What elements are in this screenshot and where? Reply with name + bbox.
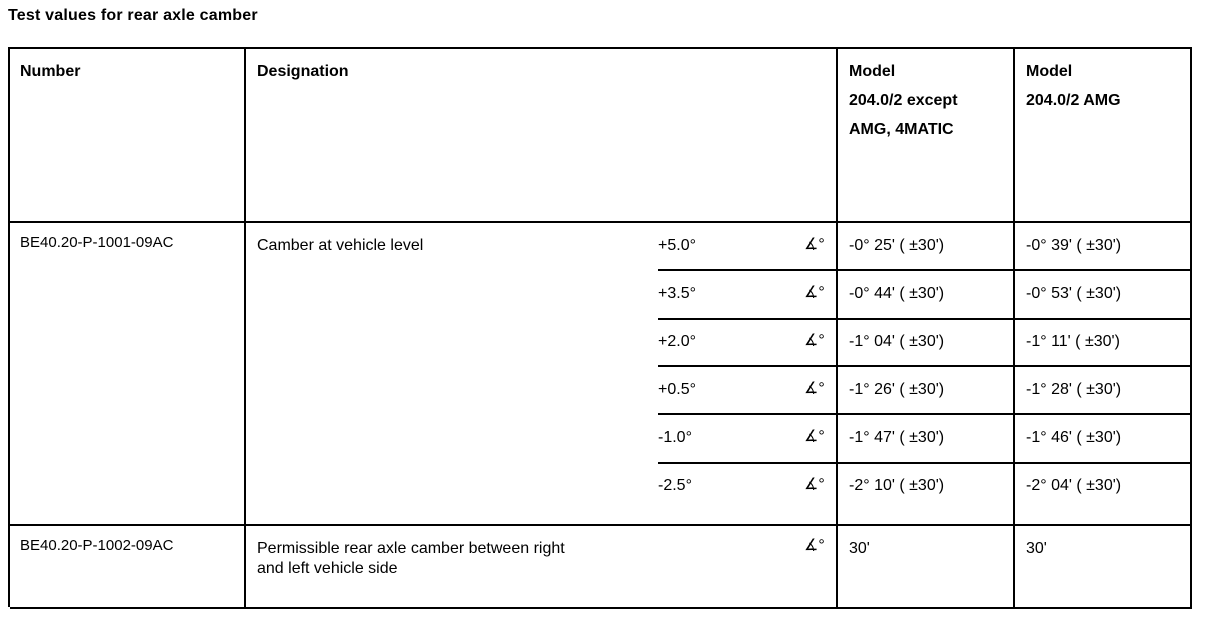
vehicle-level: +5.0° — [658, 237, 696, 254]
model2-value: -0° 39' ( ±30') — [1026, 237, 1122, 254]
model1-value: -1° 04' ( ±30') — [849, 333, 945, 350]
angle-icon: ∡° — [804, 236, 825, 253]
vehicle-level: +0.5° — [658, 381, 696, 398]
model1-value: -0° 25' ( ±30') — [849, 237, 945, 254]
header-model-2: Model 204.0/2 AMG — [1026, 63, 1121, 109]
subrow-divider — [658, 413, 1192, 415]
subrow-divider — [658, 365, 1192, 367]
row-number: BE40.20-P-1002-09AC — [20, 537, 174, 554]
model1-value: -0° 44' ( ±30') — [849, 285, 945, 302]
angle-icon: ∡° — [804, 284, 825, 301]
camber-table — [8, 47, 1192, 607]
angle-icon: ∡° — [804, 476, 825, 493]
page-title: Test values for rear axle camber — [8, 7, 258, 24]
header-divider — [10, 221, 1192, 223]
row-designation: Camber at vehicle level — [257, 237, 424, 254]
table-bottom-border — [10, 607, 1192, 609]
model1-value: -1° 47' ( ±30') — [849, 429, 945, 446]
header-designation: Designation — [257, 63, 349, 80]
subrow-divider — [658, 318, 1192, 320]
model2-value: -1° 11' ( ±30') — [1026, 333, 1120, 350]
model1-value: 30' — [849, 540, 870, 557]
angle-icon: ∡° — [804, 537, 825, 554]
row-divider — [10, 524, 1192, 526]
model2-value: -1° 46' ( ±30') — [1026, 429, 1122, 446]
angle-icon: ∡° — [804, 428, 825, 445]
vehicle-level: +2.0° — [658, 333, 696, 350]
subrow-divider — [658, 269, 1192, 271]
vehicle-level: -1.0° — [658, 429, 692, 446]
header-model-1: Model 204.0/2 except AMG, 4MATIC — [849, 63, 958, 138]
model1-value: -1° 26' ( ±30') — [849, 381, 945, 398]
model2-value: -0° 53' ( ±30') — [1026, 285, 1122, 302]
row-designation: Permissible rear axle camber between right and left vehicle side — [257, 540, 565, 577]
row-number: BE40.20-P-1001-09AC — [20, 234, 174, 251]
header-number: Number — [20, 63, 81, 80]
angle-icon: ∡° — [804, 380, 825, 397]
vehicle-level: -2.5° — [658, 477, 692, 494]
model2-value: -2° 04' ( ±30') — [1026, 477, 1122, 494]
vehicle-level: +3.5° — [658, 285, 696, 302]
model1-value: -2° 10' ( ±30') — [849, 477, 945, 494]
model2-value: 30' — [1026, 540, 1047, 557]
subrow-divider — [658, 462, 1192, 464]
model2-value: -1° 28' ( ±30') — [1026, 381, 1122, 398]
angle-icon: ∡° — [804, 332, 825, 349]
